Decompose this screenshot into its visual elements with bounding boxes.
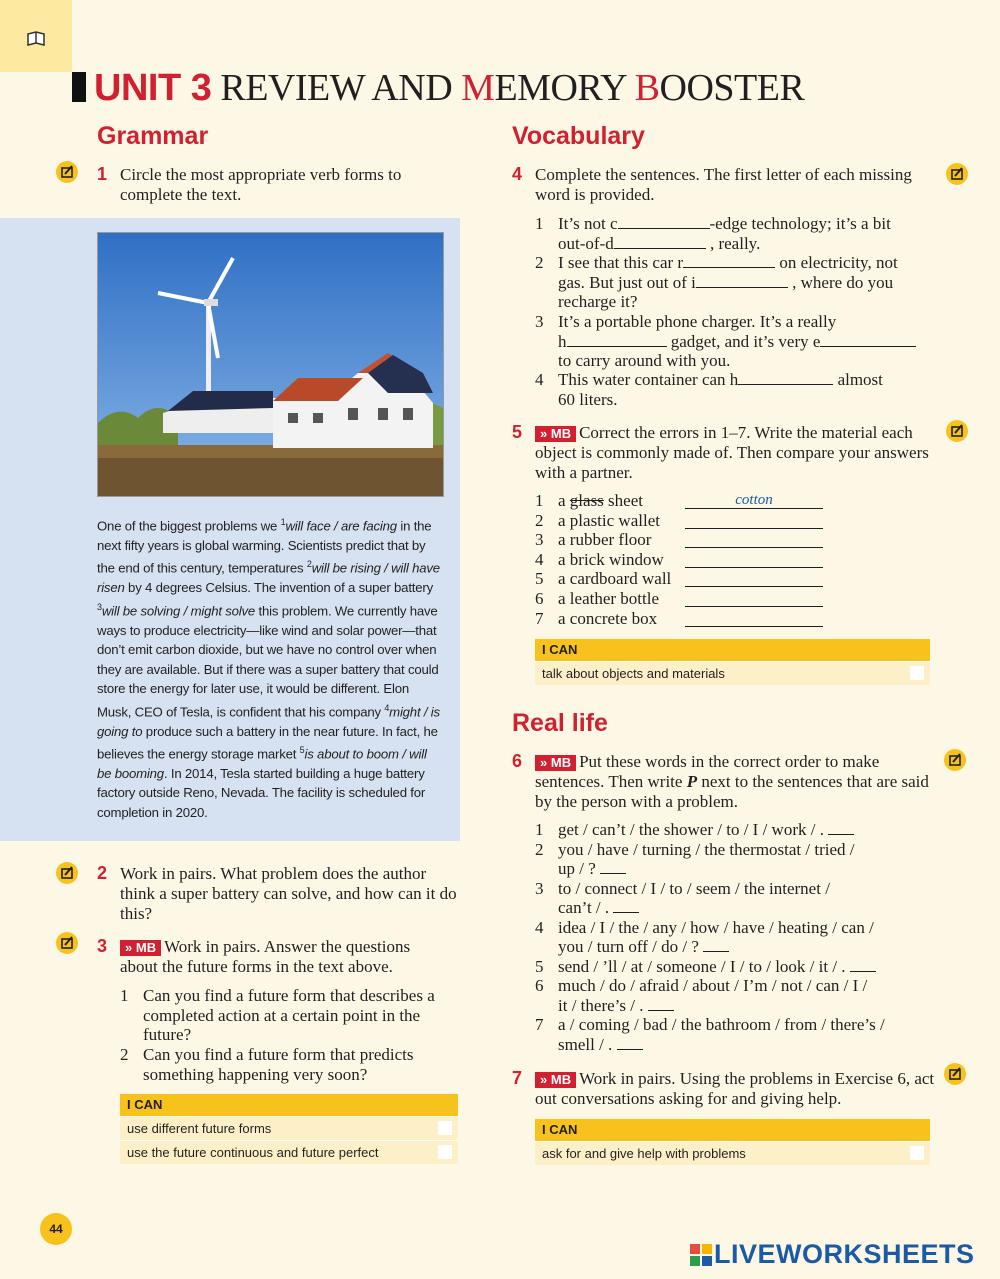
reading-segment: by 4 degrees Celsius. The invention of a super battery xyxy=(124,580,433,596)
answer-blank[interactable] xyxy=(685,591,823,607)
pencil-edit-icon[interactable] xyxy=(946,420,968,442)
exercise-3-number: 3 xyxy=(97,936,108,956)
item-text: h xyxy=(558,331,567,351)
pencil-edit-icon[interactable] xyxy=(56,161,78,183)
double-chevron-icon: » xyxy=(540,426,548,441)
item-text: you / have / turning / the thermostat / tried / xyxy=(558,839,855,859)
page-title xyxy=(94,66,804,110)
real-life-title: Real life xyxy=(512,709,608,737)
item-text: 60 liters. xyxy=(558,389,618,409)
ican-row-label: use different future forms xyxy=(127,1121,272,1136)
item-number: 4 xyxy=(535,370,544,389)
item-number: 1 xyxy=(120,986,129,1005)
mb-badge xyxy=(535,1072,576,1088)
exercise-5-list xyxy=(535,491,835,628)
ican-heading: I CAN xyxy=(120,1094,458,1116)
item-number: 7 xyxy=(535,608,544,628)
list-item xyxy=(535,609,835,629)
ican-row xyxy=(120,1116,458,1140)
exercise-1-number: 1 xyxy=(97,164,108,184)
answer-blank[interactable] xyxy=(738,370,833,385)
ican-row xyxy=(535,661,930,685)
item-number: 5 xyxy=(535,569,544,589)
item-number: 6 xyxy=(535,588,544,608)
book-icon xyxy=(26,30,46,48)
p-answer-blank[interactable] xyxy=(600,859,626,874)
gap-number: 1 xyxy=(280,517,286,527)
answer-blank[interactable] xyxy=(683,253,775,268)
verb-choice-3[interactable]: will be solving / might solve xyxy=(101,603,256,619)
item-text xyxy=(558,589,659,609)
verb-choice-5[interactable]: is about to boom / will be booming xyxy=(97,746,427,781)
mb-badge xyxy=(535,426,576,442)
item-pre: a rubber floor xyxy=(558,530,652,550)
exercise-3-text: Work in pairs. Answer the questions about the future forms in the text above. xyxy=(120,937,411,976)
item-number: 6 xyxy=(535,976,544,995)
liveworksheets-logo[interactable] xyxy=(690,1239,975,1270)
ican-box-grammar xyxy=(120,1094,458,1164)
answer-blank[interactable] xyxy=(685,532,823,548)
exercise-6-list xyxy=(535,820,935,1054)
ican-row xyxy=(535,1141,930,1165)
pencil-edit-icon[interactable] xyxy=(946,163,968,185)
liveworksheets-logo-icon xyxy=(690,1244,712,1266)
item-text: recharge it? xyxy=(558,292,638,311)
exercise-6-text: next to the sentences that are said by the person with a problem. xyxy=(535,772,929,811)
reading-segment: . In 2014, Tesla started building a huge battery factory outside Reno, Nevada. The facility is scheduled for completion in 2020. xyxy=(97,765,426,820)
item-pre: a plastic wallet xyxy=(558,510,660,530)
list-item xyxy=(535,511,835,531)
p-answer-blank[interactable] xyxy=(613,898,639,913)
p-answer-blank[interactable] xyxy=(828,820,854,835)
gap-number: 2 xyxy=(306,559,312,570)
exercise-5-number: 5 xyxy=(512,422,523,442)
reading-segment: this problem. We currently have ways to produce electricity—like wind and solar power—that don’t emit carbon dioxide, but we have no control over when they are available. But if there was a super battery that could store the energy for later use, it would be different. Elon Musk, CEO of Tesla, is confident that his company xyxy=(97,603,439,720)
item-pre: a cardboard wall xyxy=(558,569,672,589)
list-item xyxy=(535,840,935,879)
item-number: 3 xyxy=(535,878,544,898)
item-text: gadget, and it’s very e xyxy=(670,331,821,351)
item-text: up / ? xyxy=(558,859,596,878)
answer-blank[interactable] xyxy=(696,273,788,288)
item-text: It’s not c xyxy=(558,214,618,233)
ican-row-label: talk about objects and materials xyxy=(542,666,725,681)
unit-label: UNIT 3 xyxy=(94,67,212,109)
item-text xyxy=(558,569,671,589)
reading-segment: One of the biggest problems we xyxy=(97,518,281,534)
item-text: , really. xyxy=(709,233,761,253)
list-item xyxy=(535,253,935,312)
exercise-4-number: 4 xyxy=(512,164,523,184)
ican-row xyxy=(120,1140,458,1164)
reading-text xyxy=(97,513,442,822)
title-part-3: EMORY xyxy=(494,67,635,109)
item-text xyxy=(558,491,643,511)
item-text xyxy=(558,511,660,531)
list-item xyxy=(535,918,935,957)
answer-blank[interactable] xyxy=(820,332,916,347)
item-text: much / do / afraid / about / I’m / not / can / I / xyxy=(558,976,868,995)
item-number: 5 xyxy=(535,956,544,976)
item-pre: a brick window xyxy=(558,549,664,569)
title-part-1: REVIEW AND xyxy=(220,67,462,109)
ican-row-label: ask for and give help with problems xyxy=(542,1146,746,1161)
ican-checkbox[interactable] xyxy=(438,1145,452,1159)
item-text: -edge technology; it’s a bit xyxy=(709,214,891,233)
ican-checkbox[interactable] xyxy=(910,666,924,680)
item-text: to carry around with you. xyxy=(558,351,731,370)
list-item xyxy=(535,370,935,409)
double-chevron-icon: » xyxy=(125,940,133,955)
exercise-7-instruction xyxy=(535,1069,935,1109)
answer-blank[interactable] xyxy=(685,552,823,568)
mb-label: MB xyxy=(135,940,157,955)
vocabulary-title: Vocabulary xyxy=(512,122,645,150)
exercise-3-instruction xyxy=(120,937,450,977)
p-answer-blank[interactable] xyxy=(703,937,729,952)
list-item xyxy=(535,957,935,977)
ican-checkbox[interactable] xyxy=(910,1146,924,1160)
verb-choice-2[interactable]: will be rising / will have risen xyxy=(97,560,440,596)
item-number: 2 xyxy=(535,253,544,272)
title-part-2: M xyxy=(461,67,495,109)
item-pre: a leather bottle xyxy=(558,588,660,608)
exercise-6-number: 6 xyxy=(512,751,523,771)
item-number: 1 xyxy=(535,214,544,233)
answer-blank[interactable] xyxy=(618,214,710,229)
gap-number: 3 xyxy=(97,601,102,612)
p-answer-blank[interactable] xyxy=(648,996,674,1011)
item-text: idea / I / the / any / how / have / heating / can / xyxy=(558,917,874,937)
p-answer-blank[interactable] xyxy=(617,1035,643,1050)
item-text: send / ’ll / at / someone / I / to / look / it / . xyxy=(558,956,846,976)
item-text: out-of-d xyxy=(558,233,614,253)
double-chevron-icon: » xyxy=(540,1072,548,1087)
letter-p: P xyxy=(686,772,698,791)
item-text: smell / . xyxy=(558,1034,613,1054)
item-number: 3 xyxy=(535,530,544,550)
grammar-title: Grammar xyxy=(97,122,209,150)
reading-segment: in the next fifty years is global warming. Scientists predict that by the end of this century, temperatures xyxy=(97,518,432,576)
item-text: a / coming / bad / the bathroom / from / there’s / xyxy=(558,1015,885,1034)
mb-label: MB xyxy=(550,1072,572,1087)
exercise-2-number: 2 xyxy=(97,863,108,883)
list-item xyxy=(535,879,935,918)
mb-label: MB xyxy=(550,426,572,441)
answer-blank[interactable] xyxy=(685,513,823,529)
list-item xyxy=(535,820,935,840)
item-text: to / connect / I / to / seem / the internet / xyxy=(558,878,830,898)
answer-blank[interactable]: cotton xyxy=(685,493,823,509)
title-part-4: B xyxy=(634,67,660,109)
mb-badge xyxy=(535,755,576,771)
double-chevron-icon: » xyxy=(540,755,548,770)
exercise-7-text: Work in pairs. Using the problems in Exercise 6, act out conversations asking for and giving help. xyxy=(535,1069,935,1108)
ican-row-label: use the future continuous and future perfect xyxy=(127,1145,379,1160)
item-text: get / can’t / the shower / to / I / work / . xyxy=(558,820,824,839)
verb-choice-1[interactable]: will face / are facing xyxy=(285,518,397,534)
item-text: It’s a portable phone charger. It’s a really xyxy=(558,312,837,331)
verb-choice-4[interactable]: might / is going to xyxy=(97,704,440,739)
list-item xyxy=(535,530,835,550)
item-text: , where do you xyxy=(792,272,894,292)
item-number: 4 xyxy=(535,549,544,569)
item-text: Can you find a future form that describes a completed action at a certain point in the future? xyxy=(143,986,435,1044)
mb-label: MB xyxy=(550,755,572,770)
list-item xyxy=(535,214,935,253)
ican-box-vocabulary xyxy=(535,639,930,685)
item-number: 3 xyxy=(535,312,544,331)
header-bar xyxy=(72,72,86,102)
pencil-edit-icon[interactable] xyxy=(56,862,78,884)
wind-turbine-photo xyxy=(97,232,444,497)
gap-number: 5 xyxy=(299,745,305,756)
pencil-edit-icon[interactable] xyxy=(56,932,78,954)
exercise-6-text: Put these words in the correct order to make sentences. Then write xyxy=(535,752,880,791)
mb-badge xyxy=(120,940,161,956)
exercise-5-instruction xyxy=(535,423,930,483)
item-number: 1 xyxy=(535,491,544,510)
pencil-edit-icon[interactable] xyxy=(944,749,966,771)
item-text: on electricity, not xyxy=(779,253,898,272)
item-number: 1 xyxy=(535,820,544,839)
list-item xyxy=(535,589,835,609)
page-number: 44 xyxy=(40,1213,72,1245)
pencil-edit-icon[interactable] xyxy=(944,1063,966,1085)
list-item xyxy=(120,1045,450,1084)
item-number: 2 xyxy=(120,1045,129,1064)
item-post: sheet xyxy=(603,491,643,510)
title-part-5: OOSTER xyxy=(659,67,805,109)
answer-blank[interactable] xyxy=(685,611,823,627)
item-text: Can you find a future form that predicts something happening very soon? xyxy=(143,1045,414,1084)
ican-heading: I CAN xyxy=(535,1119,930,1141)
item-number: 2 xyxy=(535,839,544,859)
exercise-6-instruction xyxy=(535,752,930,812)
list-item xyxy=(535,312,935,371)
ican-box-real-life xyxy=(535,1119,930,1165)
list-item xyxy=(535,1015,935,1054)
item-text xyxy=(558,530,651,550)
item-text: This water container can h xyxy=(558,370,739,389)
p-answer-blank[interactable] xyxy=(850,957,876,972)
item-text: I see that this car r xyxy=(558,253,684,272)
item-text: can’t / . xyxy=(558,898,610,917)
item-number: 2 xyxy=(535,510,544,530)
answer-blank[interactable] xyxy=(614,234,706,249)
answer-blank[interactable] xyxy=(685,571,823,587)
exercise-4-instruction: Complete the sentences. The first letter of each missing word is provided. xyxy=(535,165,912,204)
exercise-1-instruction: Circle the most appropriate verb forms to complete the text. xyxy=(120,165,402,204)
item-text: gas. But just out of i xyxy=(558,272,696,292)
item-text xyxy=(558,550,664,570)
list-item xyxy=(120,986,450,1045)
reading-segment: produce such a battery in the near future. In fact, he believes the energy storage market xyxy=(97,723,438,762)
list-item xyxy=(535,491,835,511)
brand-text: LIVEWORKSHEETS xyxy=(714,1239,975,1269)
exercise-2-instruction: Work in pairs. What problem does the author think a super battery can solve, and how can it do this? xyxy=(120,864,457,923)
list-item xyxy=(535,569,835,589)
item-pre: a concrete box xyxy=(558,608,658,628)
item-pre: a xyxy=(558,491,570,510)
item-text: it / there’s / . xyxy=(558,995,644,1015)
struck-word: glass xyxy=(569,491,604,510)
gap-number: 4 xyxy=(384,702,390,713)
ican-checkbox[interactable] xyxy=(438,1121,452,1135)
exercise-7-number: 7 xyxy=(512,1068,523,1088)
item-text: almost xyxy=(837,370,883,389)
ican-heading: I CAN xyxy=(535,639,930,661)
list-item xyxy=(535,976,935,1015)
item-number: 7 xyxy=(535,1015,544,1034)
list-item xyxy=(535,550,835,570)
item-text xyxy=(558,609,657,629)
answer-blank[interactable] xyxy=(567,332,667,347)
exercise-5-text: Correct the errors in 1–7. Write the material each object is commonly made of. Then compare your answers with a partner. xyxy=(535,423,929,482)
item-text: you / turn off / do / ? xyxy=(558,937,699,956)
item-number: 4 xyxy=(535,917,544,937)
